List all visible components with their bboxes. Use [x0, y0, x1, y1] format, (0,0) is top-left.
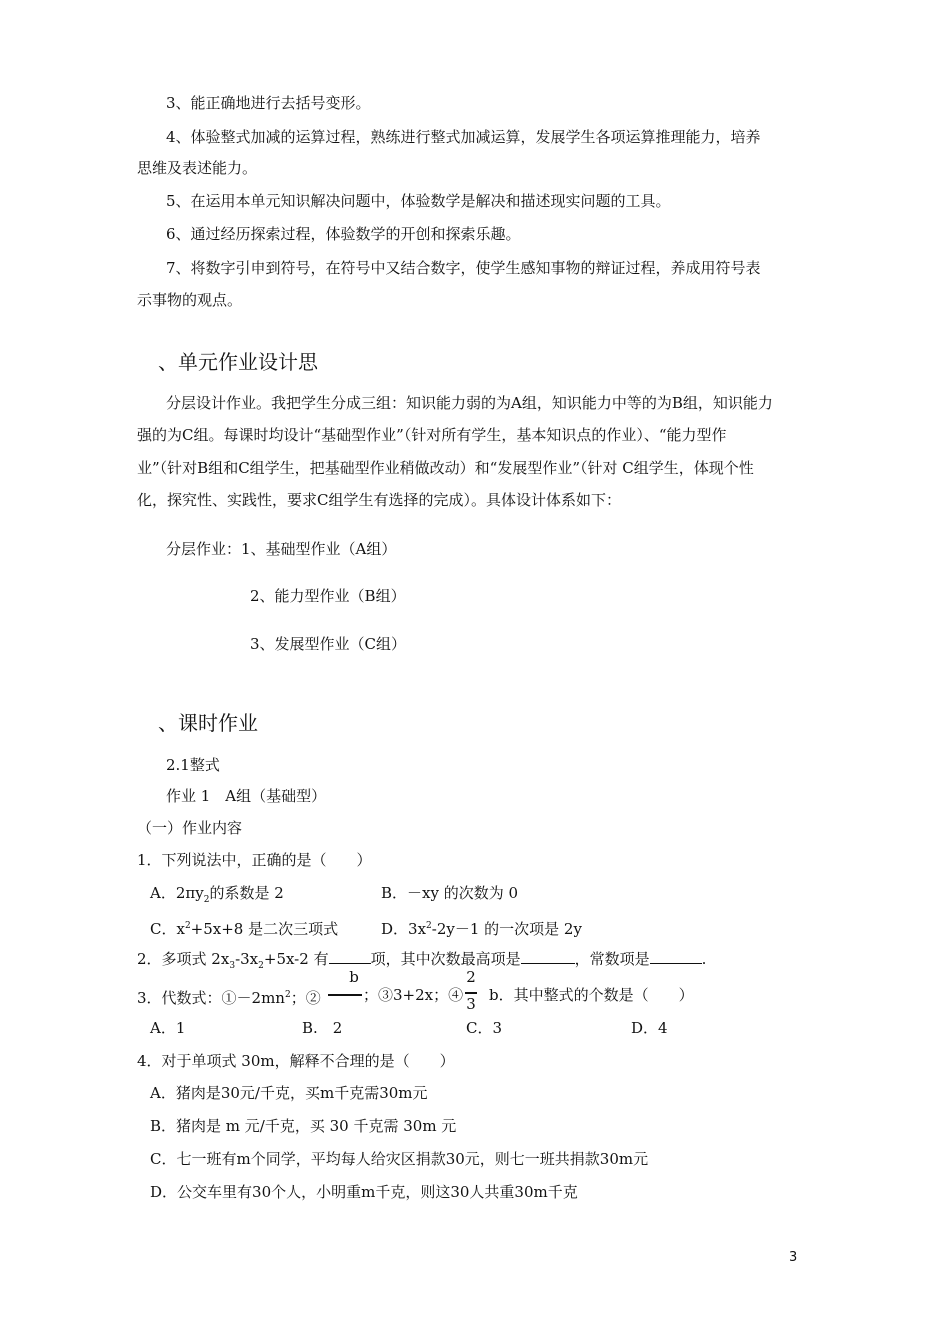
section-heading-lesson: 、课时作业 [158, 711, 258, 735]
objective-4: 4、体验整式加减的运算过程，熟练进行整式加减运算，发展学生各项运算推理能力，培养 [166, 128, 761, 146]
section-heading-design: 、单元作业设计思 [158, 350, 318, 374]
question-4-option-d: D．公交车里有30个人，小明重m千克，则这30人共重30m千克 [150, 1183, 578, 1201]
question-3-option-c: C．3 [466, 1019, 503, 1037]
objective-5: 5、在运用本单元知识解决问题中，体验数学是解决和描述现实问题的工具。 [166, 192, 671, 210]
tier-ability: 2、能力型作业（B组） [250, 587, 406, 605]
objective-6: 6、通过经历探索过程，体验数学的开创和探索乐趣。 [166, 225, 521, 243]
question-1-option-b: B．－xy 的次数为 0 [381, 884, 519, 902]
design-paragraph-line-1: 分层设计作业。我把学生分成三组：知识能力弱的为A组，知识能力中等的为B组，知识能力 [166, 394, 773, 412]
question-3-option-a: A．1 [150, 1019, 186, 1037]
content-label: （一）作业内容 [137, 819, 243, 837]
fraction-bar [465, 992, 477, 994]
objective-4-cont: 思维及表述能力。 [137, 159, 258, 177]
fraction-b-bar [328, 994, 362, 996]
question-1-option-c: C．$x^2+5x+8$ 是二次三项式 [150, 920, 339, 938]
subsection-title: 2.1整式 [166, 756, 220, 774]
question-4-option-c: C．七一班有m个同学，平均每人给灾区捐款30元，则七一班共捐款30m元 [150, 1150, 649, 1168]
question-2: 2．多项式 $2x_3-3x_2+5x-2$ 有 项，其中次数最高项是 ，常数项是 . [137, 950, 707, 971]
page-number: 3 [789, 1250, 798, 1265]
question-4-option-a: A．猪肉是30元/千克，买m千克需30m元 [150, 1084, 428, 1102]
question-3-part-2: ；③3+2x；④ [363, 986, 464, 1004]
question-3-part-3: b．其中整式的个数是（ ） [489, 986, 694, 1004]
tier-basic: 分层作业：1、基础型作业（A组） [166, 540, 397, 558]
design-paragraph-line-3: 业”（针对B组和C组学生，把基础型作业稍做改动）和“发展型作业”（针对 C组学生，体现个性 [137, 459, 754, 477]
question-4-option-b: B．猪肉是 m 元/千克，买 30 千克需 30m 元 [150, 1117, 457, 1135]
fraction-denominator: 3 [466, 995, 476, 1013]
answer-blank-1[interactable] [329, 949, 371, 964]
design-paragraph-line-4: 化，探究性、实践性，要求C组学生有选择的完成）。具体设计体系如下： [137, 491, 621, 509]
objective-3: 3、能正确地进行去括号变形。 [166, 94, 371, 112]
design-paragraph-line-2: 强的为C组。每课时均设计“基础型作业”（针对所有学生，基本知识点的作业）、“能力型作 [137, 426, 727, 444]
fraction-numerator: 2 [466, 968, 476, 986]
question-4-stem: 4．对于单项式 30m，解释不合理的是（ ） [137, 1052, 455, 1070]
question-1-option-d: D．$3x^2-2y-1$ 的一次项是 2y [381, 920, 582, 938]
question-3-part-1: 3．代数式：$①-2mn^2$；② [137, 989, 321, 1007]
objective-7: 7、将数字引申到符号，在符号中又结合数字，使学生感知事物的辩证过程，养成用符号表 [166, 259, 761, 277]
objective-7-cont: 示事物的观点。 [137, 291, 243, 309]
question-3-option-b: B. 2 [302, 1019, 343, 1037]
question-1-option-a: A．$2\pi y_2$的系数是 2 [150, 884, 284, 905]
fraction-b-numerator: b [349, 968, 359, 986]
tier-development: 3、发展型作业（C组） [250, 635, 407, 653]
question-3-option-d: D．4 [631, 1019, 668, 1037]
answer-blank-3[interactable] [650, 949, 702, 964]
question-1-stem: 1．下列说法中，正确的是（ ） [137, 851, 372, 869]
assignment-title: 作业 1 A组（基础型） [166, 787, 327, 805]
answer-blank-2[interactable] [521, 949, 575, 964]
